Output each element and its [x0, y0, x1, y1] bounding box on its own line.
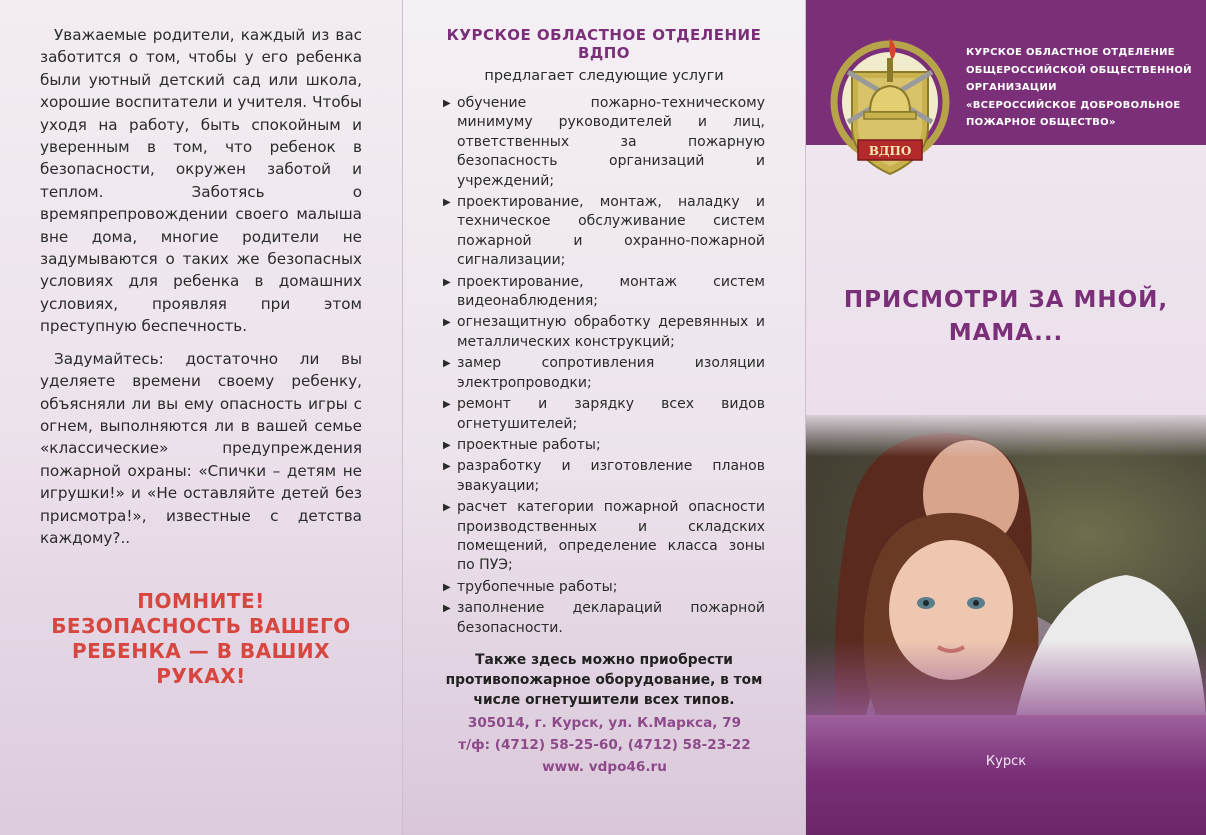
contacts-block [403, 712, 806, 778]
list-item: ▶ проектирование, монтаж, наладку и техническое обслуживание систем пожарной и охранно-пожарной сигнализации; [443, 194, 765, 269]
photo-fade [806, 415, 1206, 715]
org-line: КУРСКОЕ ОБЛАСТНОЕ ОТДЕЛЕНИЕ [966, 47, 1175, 58]
org-line: ПОЖАРНОЕ ОБЩЕСТВО» [966, 117, 1116, 128]
intro-paragraph: Уважаемые родители, каждый из вас заботится о том, чтобы у его ребенка были уютный детский сад или школа, хорошие воспитатели и учителя. Чтобы уходя на работу, быть спокойным и уверенным в том, что ребенок в безопасности, окружен заботой и теплом. Заботясь о времяпрепровождении своего малыша вне дома, многие родители не задумываются о таких же безопасных условиях для ребенка в домашних условиях, проявляя при этом преступную беспечность. [40, 26, 362, 336]
website-link[interactable]: www. vdpo46.ru [542, 759, 667, 775]
list-item: ▶ разработку и изготовление планов эвакуации; [443, 458, 765, 494]
list-item: ▶ проектные работы; [443, 436, 765, 455]
services-list [443, 94, 765, 638]
bullet-arrow-icon: ▶ [443, 276, 451, 288]
bullet-arrow-icon: ▶ [443, 502, 451, 514]
cover-panel [806, 0, 1206, 835]
list-item: ▶ заполнение деклараций пожарной безопасности. [443, 600, 765, 636]
organization-name [966, 44, 1196, 132]
remember-line: РУКАХ! [156, 664, 246, 689]
org-line: «ВСЕРОССИЙСКОЕ ДОБРОВОЛЬНОЕ [966, 99, 1181, 111]
list-item: ▶ обучение пожарно-техническому минимуму руководителей и лиц, ответственных за пожарную безопасность организаций и учреждений; [443, 95, 765, 189]
reflection-paragraph: Задумайтесь: достаточно ли вы уделяете времени своему ребенку, объясняли ли вы ему опасность игры с огнем, выполняются ли в вашей семье «классические» предупреждения пожарной охраны: «Спички – детям не игрушки!» и «Не оставляйте детей без присмотра!», известные с детства каждому?.. [40, 349, 362, 547]
list-item: ▶ проектирование, монтаж систем видеонаблюдения; [443, 273, 765, 310]
bullet-arrow-icon: ▶ [443, 581, 451, 593]
left-panel [0, 0, 403, 835]
cover-title [806, 284, 1206, 350]
remember-line: ПОМНИТЕ! [137, 589, 265, 614]
bullet-arrow-icon: ▶ [443, 603, 451, 615]
bullet-arrow-icon: ▶ [443, 317, 451, 329]
remember-slogan [40, 589, 362, 689]
list-item: ▶ огнезащитную обработку деревянных и металлических конструкций; [443, 314, 765, 350]
org-line: ОБЩЕРОССИЙСКОЙ ОБЩЕСТВЕННОЙ [966, 64, 1192, 76]
org-line: ОРГАНИЗАЦИИ [966, 82, 1057, 93]
services-title: КУРСКОЕ ОБЛАСТНОЕ ОТДЕЛЕНИЕ ВДПО [446, 26, 762, 62]
bullet-arrow-icon: ▶ [443, 98, 451, 109]
bullet-arrow-icon: ▶ [443, 399, 451, 411]
bullet-arrow-icon: ▶ [443, 461, 451, 473]
bullet-arrow-icon: ▶ [443, 439, 451, 451]
bullet-arrow-icon: ▶ [443, 197, 451, 209]
list-item: ▶ замер сопротивления изоляции электропроводки; [443, 355, 765, 391]
list-item: ▶ трубопечные работы; [443, 578, 765, 597]
bullet-arrow-icon: ▶ [443, 358, 451, 370]
list-item: ▶ ремонт и зарядку всех видов огнетушителей; [443, 396, 765, 432]
address-text: 305014, г. Курск, ул. К.Маркса, 79 [467, 715, 742, 731]
cover-title-line: МАМА... [948, 320, 1064, 346]
emblem-label: ВДПО [868, 144, 912, 158]
middle-panel [403, 0, 806, 835]
services-subtitle: предлагает следующие услуги [484, 68, 724, 84]
cover-title-line: ПРИСМОТРИ ЗА МНОЙ, [843, 287, 1169, 313]
city-label: Курск [985, 754, 1027, 769]
remember-line: БЕЗОПАСНОСТЬ ВАШЕГО [51, 614, 351, 639]
phone-text: т/ф: (4712) 58-25-60, (4712) 58-23-22 [458, 737, 751, 753]
equipment-note: Также здесь можно приобрести противопожарное оборудование, в том числе огнетушители всех типов. [445, 651, 763, 708]
remember-line: РЕБЕНКА — В ВАШИХ [71, 639, 330, 664]
vdpo-emblem-icon [830, 32, 950, 182]
list-item: ▶ расчет категории пожарной опасности производственных и складских помещений, определение класса зоны по ПУЭ; [443, 499, 765, 574]
